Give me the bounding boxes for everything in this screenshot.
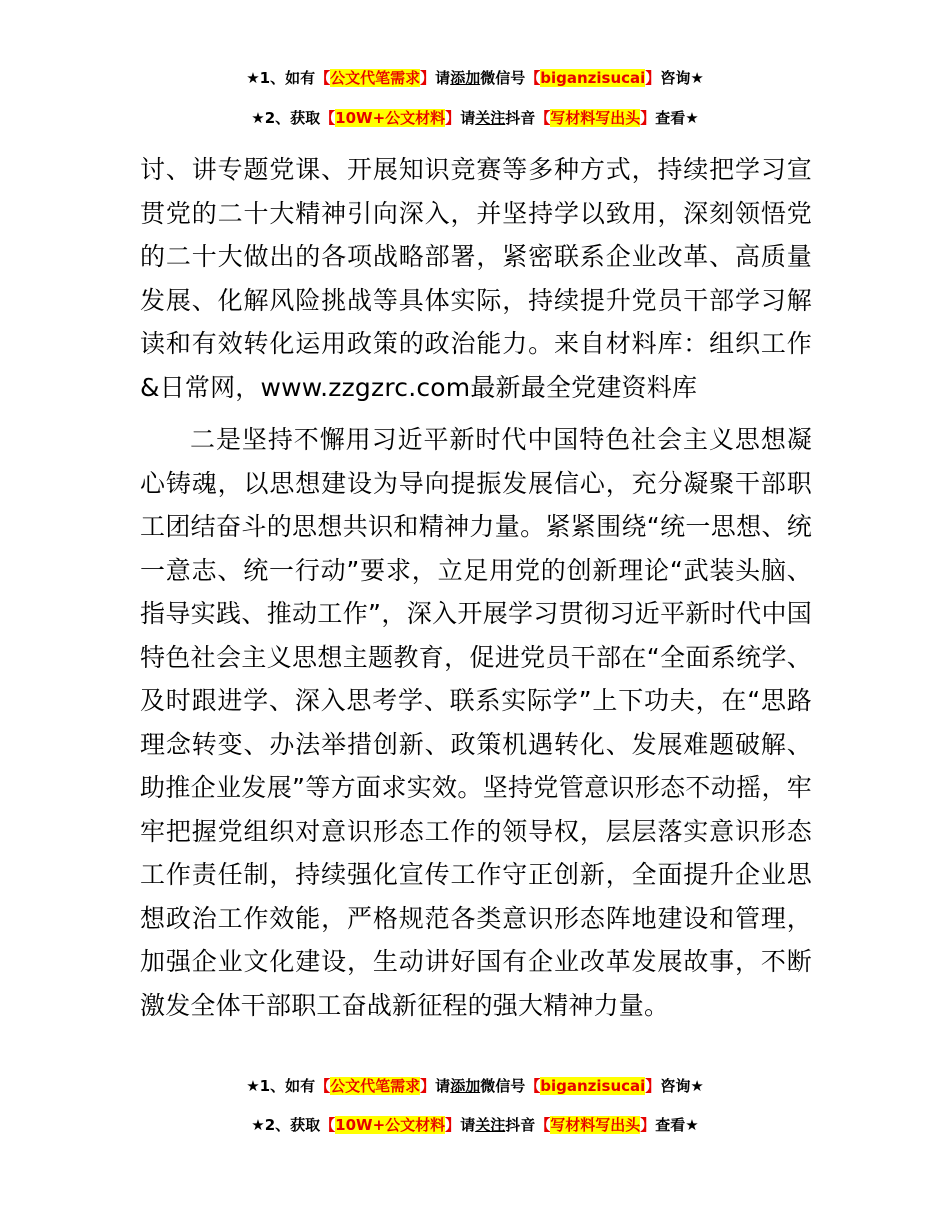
banner-text: 请 bbox=[435, 69, 451, 87]
bracket: 【 bbox=[315, 69, 331, 87]
banner-text: 微信号 bbox=[480, 69, 526, 87]
highlight-ghostwriting: 公文代笔需求 bbox=[330, 1077, 421, 1095]
banner-text: ★1、如有 bbox=[246, 69, 316, 87]
promo-banner-footer-line-1 bbox=[0, 1074, 950, 1098]
highlight-materials: 10W+公文材料 bbox=[335, 109, 446, 127]
banner-text: 请 bbox=[460, 109, 476, 127]
promo-banner-footer-line-2 bbox=[0, 1113, 950, 1137]
paragraph-1: 讨、讲专题党课、开展知识竞赛等多种方式，持续把学习宣贯党的二十大精神引向深入，并坚持学以致用，深刻领悟党的二十大做出的各项战略部署，紧密联系企业改革、高质量发展、化解风险挑战等具体实际，持续提升党员干部学习解读和有效转化运用政策的政治能力。来自材料库：组织工作&日常网，www.zzgzrc.com最新最全党建资料库 bbox=[140, 155, 812, 402]
bracket: 】 bbox=[645, 69, 661, 87]
banner-text: ★2、获取 bbox=[251, 109, 321, 127]
bracket: 【 bbox=[320, 1116, 336, 1134]
banner-text: 咨询★ bbox=[660, 1077, 704, 1095]
banner-text: 抖音 bbox=[505, 109, 536, 127]
bracket: 】 bbox=[640, 1116, 656, 1134]
bracket: 【 bbox=[525, 69, 541, 87]
banner-text: 请 bbox=[435, 1077, 451, 1095]
highlight-ghostwriting: 公文代笔需求 bbox=[330, 69, 421, 87]
underlined-text: 添加 bbox=[450, 69, 481, 87]
bracket: 【 bbox=[535, 109, 551, 127]
underlined-text: 关注 bbox=[475, 109, 506, 127]
highlight-douyin-account: 写材料写出头 bbox=[550, 1116, 641, 1134]
promo-banner-line-1 bbox=[0, 66, 950, 90]
document-body bbox=[140, 148, 812, 1027]
bracket: 】 bbox=[640, 109, 656, 127]
banner-text: 请 bbox=[460, 1116, 476, 1134]
banner-text: 查看★ bbox=[655, 109, 699, 127]
highlight-wechat-id: biganzisucai bbox=[540, 69, 646, 87]
highlight-douyin-account: 写材料写出头 bbox=[550, 109, 641, 127]
bracket: 【 bbox=[315, 1077, 331, 1095]
banner-text: 查看★ bbox=[655, 1116, 699, 1134]
underlined-text: 关注 bbox=[475, 1116, 506, 1134]
bracket: 】 bbox=[645, 1077, 661, 1095]
bracket: 【 bbox=[320, 109, 336, 127]
banner-text: 咨询★ bbox=[660, 69, 704, 87]
highlight-wechat-id: biganzisucai bbox=[540, 1077, 646, 1095]
bracket: 】 bbox=[420, 1077, 436, 1095]
promo-banner-line-2 bbox=[0, 106, 950, 130]
bracket: 【 bbox=[525, 1077, 541, 1095]
underlined-text: 添加 bbox=[450, 1077, 481, 1095]
bracket: 【 bbox=[535, 1116, 551, 1134]
banner-text: 抖音 bbox=[505, 1116, 536, 1134]
paragraph-2: 二是坚持不懈用习近平新时代中国特色社会主义思想凝心铸魂，以思想建设为导向提振发展信心，充分凝聚干部职工团结奋斗的思想共识和精神力量。紧紧围绕“统一思想、统一意志、统一行动”要求，立足用党的创新理论“武装头脑、指导实践、推动工作”，深入开展学习贯彻习近平新时代中国特色社会主义思想主题教育，促进党员干部在“全面系统学、及时跟进学、深入思考学、联系实际学”上下功夫，在“思路理念转变、办法举措创新、政策机遇转化、发展难题破解、助推企业发展”等方面求实效。坚持党管意识形态不动摇，牢牢把握党组织对意识形态工作的领导权，层层落实意识形态工作责任制，持续强化宣传工作守正创新，全面提升企业思想政治工作效能，严格规范各类意识形态阵地建设和管理，加强企业文化建设，生动讲好国有企业改革发展故事，不断激发全体干部职工奋战新征程的强大精神力量。 bbox=[140, 425, 812, 1020]
bracket: 】 bbox=[420, 69, 436, 87]
bracket: 】 bbox=[445, 1116, 461, 1134]
banner-text: ★1、如有 bbox=[246, 1077, 316, 1095]
banner-text: ★2、获取 bbox=[251, 1116, 321, 1134]
bracket: 】 bbox=[445, 109, 461, 127]
banner-text: 微信号 bbox=[480, 1077, 526, 1095]
highlight-materials: 10W+公文材料 bbox=[335, 1116, 446, 1134]
